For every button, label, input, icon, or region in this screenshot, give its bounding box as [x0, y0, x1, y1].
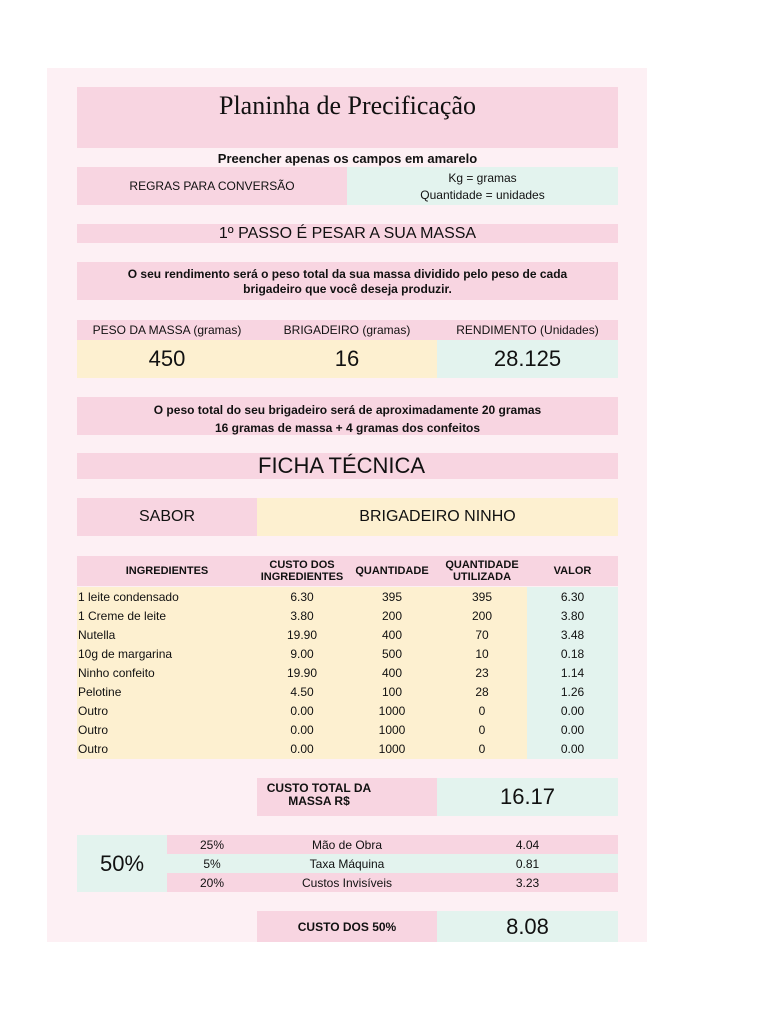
ingredient-cost[interactable]: 4.50 — [290, 684, 314, 699]
ingredient-quantity[interactable]: 1000 — [378, 741, 406, 756]
instruction-text: Preencher apenas os campos em amarelo — [217, 150, 478, 166]
ingredient-quantity[interactable]: 100 — [381, 684, 403, 699]
ingredient-value: 0.00 — [560, 741, 585, 756]
weight-note-line1: O peso total do seu brigadeiro será de aproximadamente 20 gramas — [153, 403, 542, 417]
ingredient-used[interactable]: 395 — [471, 589, 493, 604]
input-peso-massa[interactable]: 450 — [77, 340, 257, 378]
yield-note — [77, 262, 618, 300]
ingredient-quantity[interactable]: 1000 — [378, 722, 406, 737]
conversion-label: REGRAS PARA CONVERSÃO — [77, 167, 347, 205]
ingredient-quantity[interactable]: 400 — [381, 627, 403, 642]
header-rendimento: RENDIMENTO (Unidades) — [437, 320, 618, 340]
conversion-rule-qty: Quantidade = unidades — [420, 188, 545, 202]
table-row — [77, 682, 618, 701]
markup-name: Mão de Obra — [311, 837, 383, 852]
markup-row — [167, 835, 618, 854]
table-row — [77, 720, 618, 739]
markup-total: 50% — [77, 835, 167, 892]
table-header-row — [77, 556, 618, 586]
markup-value: 0.81 — [515, 856, 540, 871]
ingredient-used[interactable]: 0 — [478, 703, 486, 718]
markup-row — [167, 873, 618, 892]
markup-value: 4.04 — [515, 837, 540, 852]
page-title: Planinha de Precificação — [219, 91, 476, 120]
th-valor: VALOR — [553, 565, 592, 577]
th-quantidade: QUANTIDADE — [355, 565, 429, 577]
yield-note-line2: brigadeiro que você deseja produzir. — [243, 282, 452, 296]
ingredient-name[interactable]: 10g de margarina — [78, 646, 173, 661]
table-row — [77, 625, 618, 644]
table-row — [77, 606, 618, 625]
ingredient-used[interactable]: 200 — [471, 608, 493, 623]
ingredient-name[interactable]: Outro — [78, 722, 109, 737]
ingredient-cost[interactable]: 19.90 — [286, 627, 318, 642]
conversion-rules — [347, 167, 618, 205]
ingredient-quantity[interactable]: 400 — [381, 665, 403, 680]
ingredient-name[interactable]: 1 leite condensado — [78, 589, 179, 604]
input-brigadeiro-peso[interactable]: 16 — [257, 340, 437, 378]
ingredient-value: 3.48 — [560, 627, 585, 642]
conversion-rule-kg: Kg = gramas — [448, 171, 517, 185]
ficha-tecnica-title: FICHA TÉCNICA — [77, 453, 618, 479]
markup-row — [167, 854, 618, 873]
title-block — [77, 87, 618, 148]
ingredient-name[interactable]: 1 Creme de leite — [78, 608, 167, 623]
th-quantidade-utilizada: QUANTIDADE UTILIZADA — [445, 559, 519, 583]
ingredient-cost[interactable]: 0.00 — [290, 722, 314, 737]
ingredient-name[interactable]: Outro — [78, 741, 109, 756]
markup-percent[interactable]: 20% — [199, 875, 225, 890]
ingredient-cost[interactable]: 19.90 — [286, 665, 318, 680]
ingredient-value: 0.00 — [560, 703, 585, 718]
table-row — [77, 701, 618, 720]
ingredient-used[interactable]: 0 — [478, 741, 486, 756]
ingredient-quantity[interactable]: 395 — [381, 589, 403, 604]
step1-heading: 1º PASSO É PESAR A SUA MASSA — [77, 224, 618, 243]
markup-name: Custos Invisíveis — [301, 875, 393, 890]
ingredient-quantity[interactable]: 500 — [381, 646, 403, 661]
markup-name: Taxa Máquina — [309, 856, 385, 871]
weight-note — [77, 397, 618, 435]
ingredient-value: 0.00 — [560, 722, 585, 737]
ingredient-cost[interactable]: 0.00 — [290, 741, 314, 756]
table-row — [77, 644, 618, 663]
markup-percent[interactable]: 25% — [199, 837, 225, 852]
th-ingredientes: INGREDIENTES — [125, 565, 209, 577]
markup-value: 3.23 — [515, 875, 540, 890]
th-custo: CUSTO DOS INGREDIENTES — [260, 559, 344, 583]
rendimento-value: 28.125 — [437, 340, 618, 378]
weight-note-line2: 16 gramas de massa + 4 gramas dos confeitos — [214, 421, 481, 435]
ingredient-value: 1.26 — [560, 684, 585, 699]
ingredient-used[interactable]: 23 — [475, 665, 489, 680]
custo-total-value: 16.17 — [437, 778, 618, 816]
custo50-value: 8.08 — [437, 911, 618, 942]
ingredient-used[interactable]: 10 — [475, 646, 489, 661]
ingredient-name[interactable]: Pelotine — [78, 684, 122, 699]
ingredient-value: 0.18 — [560, 646, 585, 661]
ingredient-name[interactable]: Ninho confeito — [78, 665, 155, 680]
ingredient-quantity[interactable]: 200 — [381, 608, 403, 623]
ingredient-used[interactable]: 28 — [475, 684, 489, 699]
table-row — [77, 663, 618, 682]
ingredient-value: 6.30 — [560, 589, 585, 604]
markup-percent[interactable]: 5% — [203, 856, 221, 871]
ingredient-cost[interactable]: 3.80 — [290, 608, 314, 623]
sabor-label: SABOR — [77, 498, 257, 536]
custo-total-label — [257, 778, 437, 816]
table-row — [77, 587, 618, 606]
yield-note-line1: O seu rendimento será o peso total da sua massa dividido pelo peso de cada — [127, 267, 568, 281]
header-brigadeiro: BRIGADEIRO (gramas) — [257, 320, 437, 340]
ingredient-cost[interactable]: 0.00 — [290, 703, 314, 718]
ingredient-name[interactable]: Outro — [78, 703, 109, 718]
ingredient-value: 1.14 — [560, 665, 585, 680]
ingredient-used[interactable]: 0 — [478, 722, 486, 737]
header-peso-massa: PESO DA MASSA (gramas) — [77, 320, 257, 340]
ingredient-name[interactable]: Nutella — [78, 627, 116, 642]
custo50-label: CUSTO DOS 50% — [257, 911, 437, 942]
ingredient-cost[interactable]: 6.30 — [290, 589, 314, 604]
ingredient-value: 3.80 — [560, 608, 585, 623]
ingredient-used[interactable]: 70 — [475, 627, 489, 642]
custo-total-label-text: CUSTO TOTAL DA MASSA R$ — [266, 781, 372, 808]
sabor-input[interactable]: BRIGADEIRO NINHO — [257, 498, 618, 536]
ingredient-quantity[interactable]: 1000 — [378, 703, 406, 718]
ingredient-cost[interactable]: 9.00 — [290, 646, 314, 661]
table-row — [77, 739, 618, 758]
